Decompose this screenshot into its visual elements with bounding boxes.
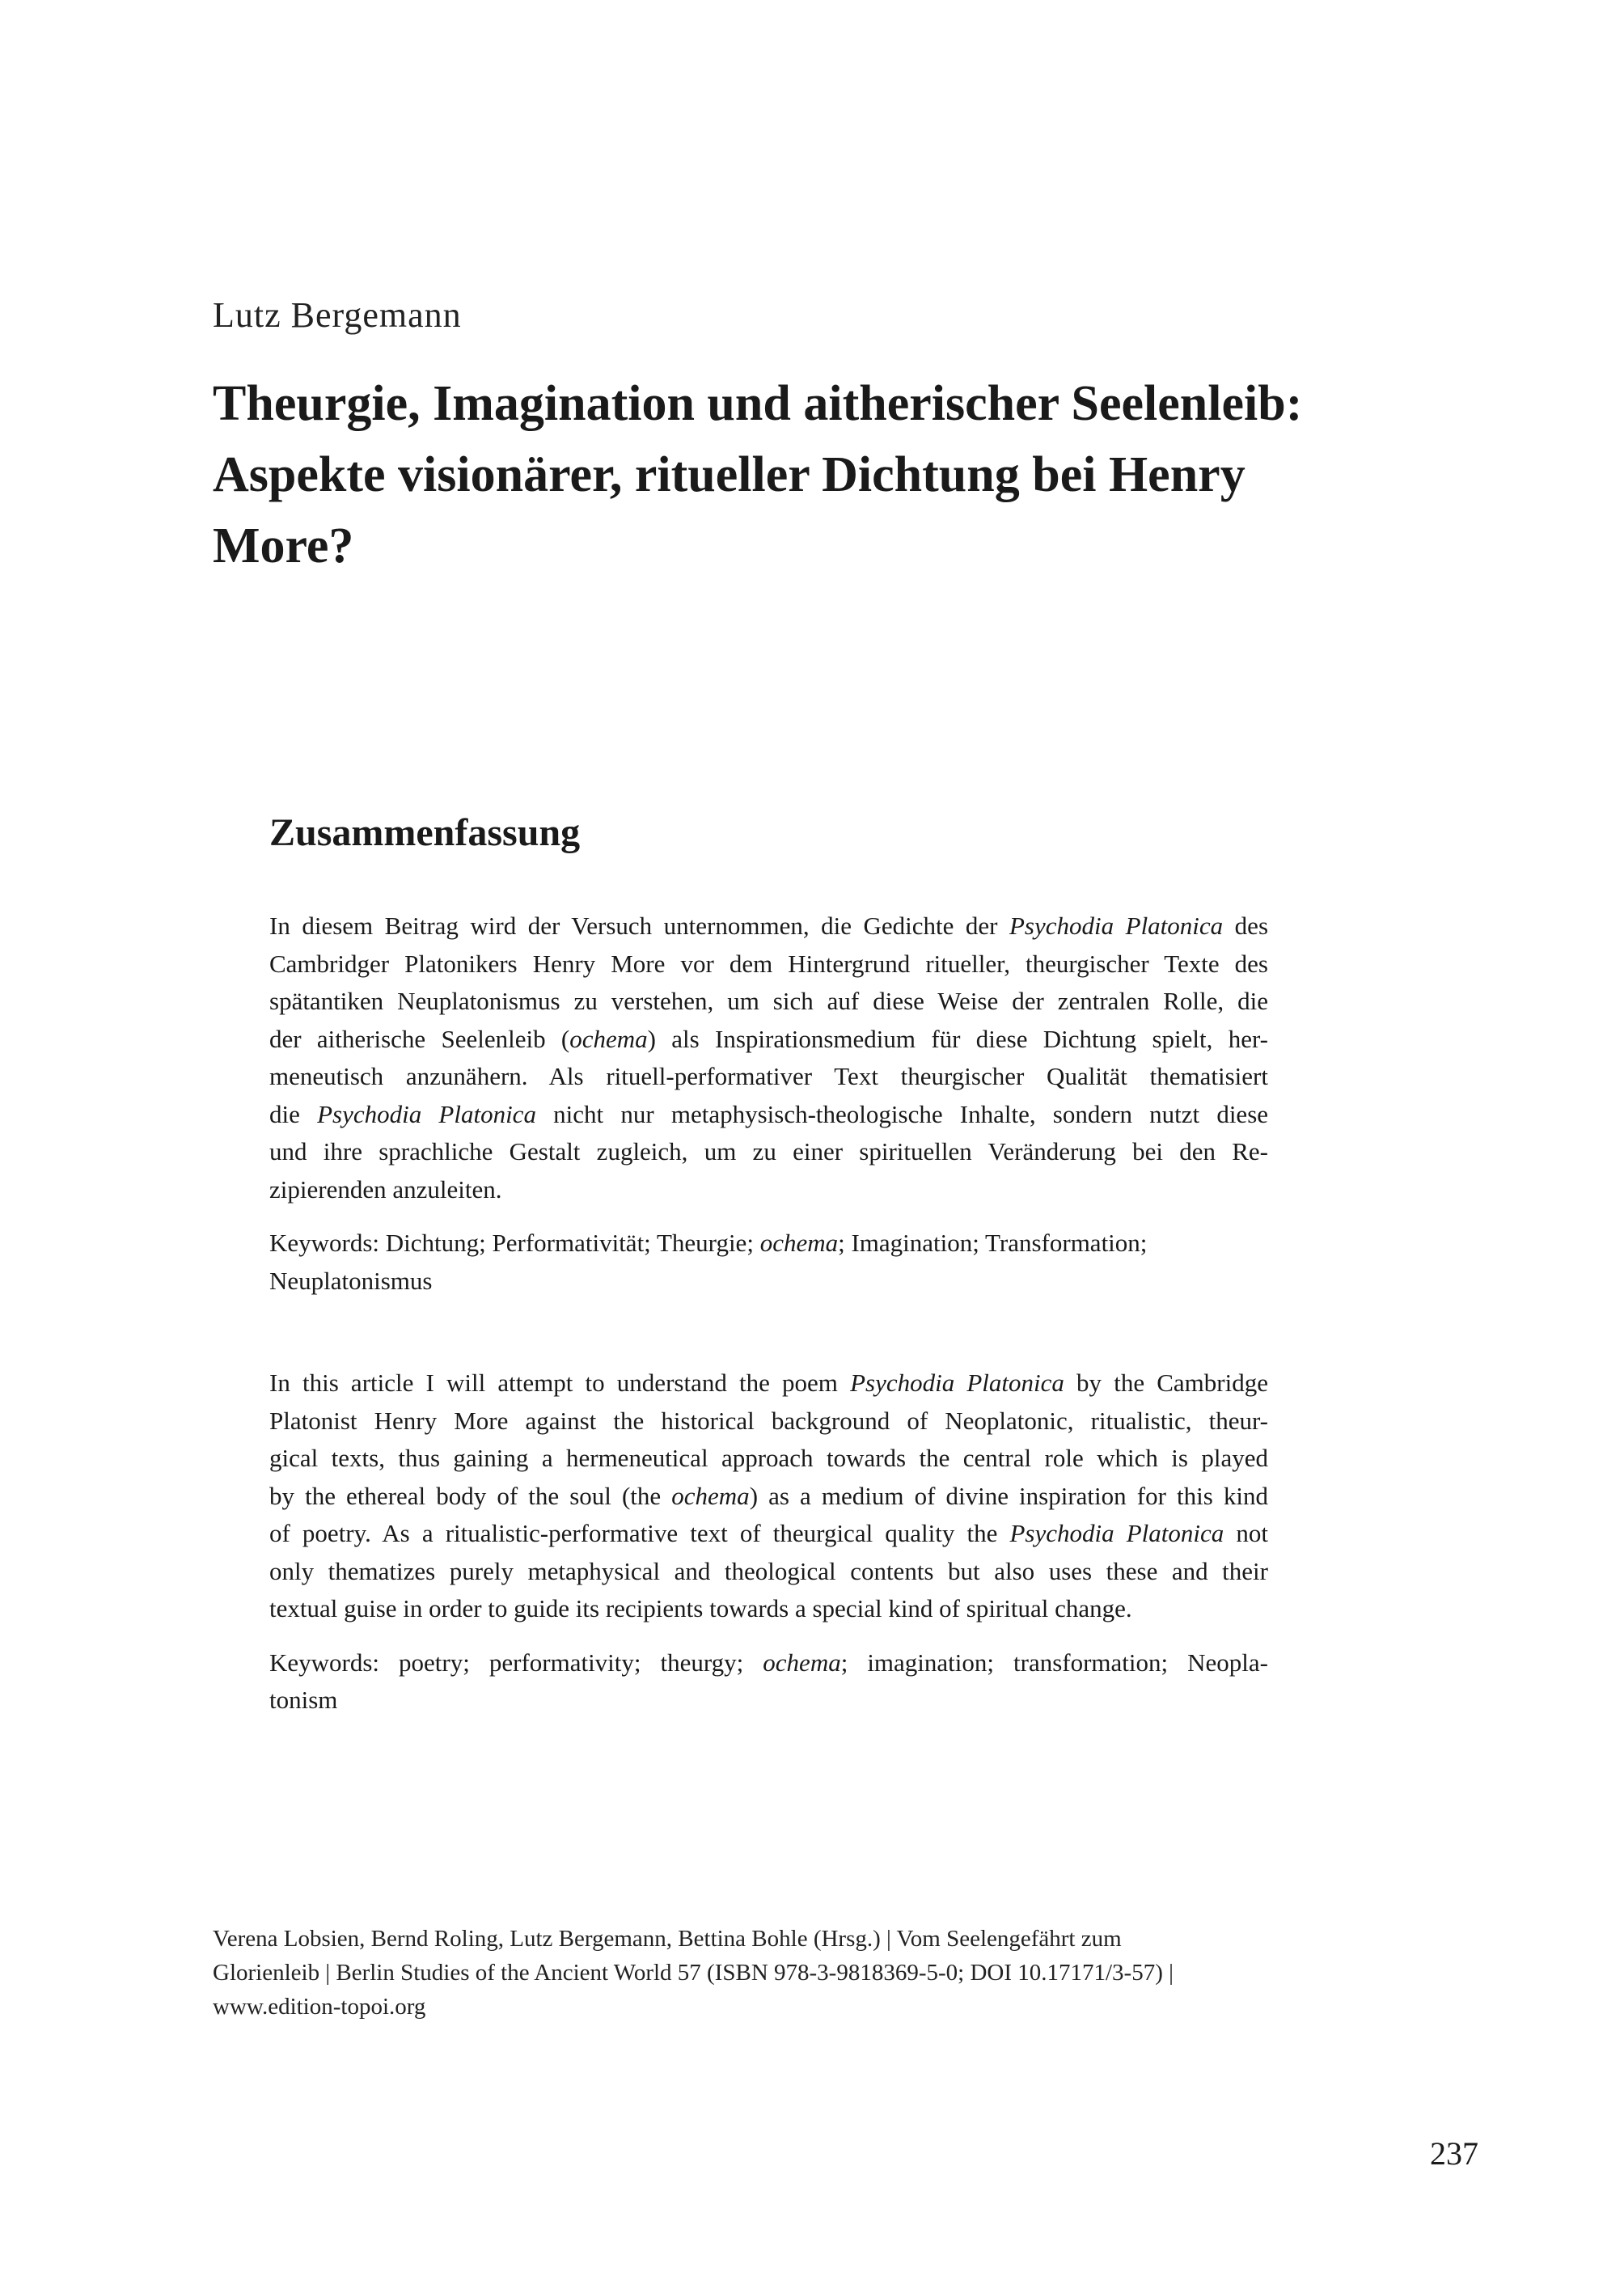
keywords-line: Keywords: Dichtung; Performativität; Theurgie; ochema; Imagination; Transformation; — [269, 1229, 1148, 1257]
section-spacer — [269, 1300, 1268, 1364]
author-name: Lutz Bergemann — [213, 295, 462, 335]
abstract-line: Platonist Henry More against the historical background of Neoplatonic, ritualistic, theur- — [269, 1406, 1268, 1435]
keywords-line: tonism — [269, 1686, 338, 1714]
italic-term: Psychodia Platonica — [850, 1369, 1064, 1397]
citation-line: Verena Lobsien, Bernd Roling, Lutz Bergemann, Bettina Bohle (Hrsg.) | Vom Seelengefährt zum — [213, 1926, 1122, 1952]
german-abstract — [269, 907, 1268, 1208]
abstract-heading: Zusammenfassung — [269, 811, 581, 854]
abstract-line: In this article I will attempt to understand the poem Psychodia Platonica by the Cambridge — [269, 1369, 1268, 1397]
abstract-line: In diesem Beitrag wird der Versuch unternommen, die Gedichte der Psychodia Platonica des — [269, 912, 1269, 940]
title-line: Theurgie, Imagination und aitherischer Seelenleib: — [213, 376, 1303, 431]
abstract-line: und ihre sprachliche Gestalt zugleich, um zu einer spirituellen Veränderung bei den Re- — [269, 1137, 1268, 1166]
keywords-line: Neuplatonismus — [269, 1266, 433, 1295]
title-line: Aspekte visionärer, ritueller Dichtung bei Henry — [213, 447, 1245, 502]
abstract-line: der aitherische Seelenleib (ochema) als Inspirationsmedium für diese Dichtung spielt, her- — [269, 1024, 1268, 1053]
italic-term: ochema — [763, 1648, 841, 1677]
abstract-line: gical texts, thus gaining a hermeneutical approach towards the central role which is played — [269, 1444, 1268, 1472]
title-line: More? — [213, 518, 354, 573]
abstract-line: meneutisch anzunähern. Als rituell-performativer Text theurgischer Qualität thematisiert — [269, 1062, 1268, 1090]
abstract-line: zipierenden anzuleiten. — [269, 1174, 502, 1204]
page-number: 237 — [1430, 2135, 1478, 2172]
italic-term: ochema — [569, 1024, 648, 1053]
german-keywords — [269, 1225, 1268, 1300]
abstract-line: of poetry. As a ritualistic-performative text of theurgical quality the Psychodia Platonica not — [269, 1519, 1269, 1547]
italic-term: Psychodia Platonica — [1009, 912, 1224, 940]
abstract-line: by the ethereal body of the soul (the ochema) as a medium of divine inspiration for this kind — [269, 1481, 1268, 1510]
abstract-line: only thematizes purely metaphysical and theological contents but also uses these and their — [269, 1556, 1268, 1585]
english-abstract — [269, 1364, 1268, 1628]
abstract-line: die Psychodia Platonica nicht nur metaphysisch-theologische Inhalte, sondern nutzt diese — [269, 1099, 1269, 1128]
citation-footer — [213, 1922, 1264, 2024]
abstract-section — [269, 809, 1268, 1720]
abstract-line: spätantiken Neuplatonismus zu verstehen, um sich auf diese Weise der zentralen Rolle, die — [269, 987, 1268, 1015]
abstract-line: Cambridger Platonikers Henry More vor dem Hintergrund ritueller, theurgischer Texte des — [269, 949, 1268, 978]
italic-term: ochema — [759, 1229, 839, 1257]
abstract-line: textual guise in order to guide its recipients towards a special kind of spiritual change. — [269, 1594, 1132, 1622]
citation-line: Glorienleib | Berlin Studies of the Ancient World 57 (ISBN 978-3-9818369-5-0; DOI 10.17171/3-57) | — [213, 1960, 1174, 1986]
citation-url[interactable]: www.edition-topoi.org — [213, 1994, 426, 2020]
italic-term: Psychodia Platonica — [1009, 1519, 1224, 1547]
italic-term: ochema — [671, 1481, 750, 1510]
keywords-line: Keywords: poetry; performativity; theurgy; ochema; imagination; transformation; Neopla- — [269, 1648, 1268, 1677]
english-keywords — [269, 1644, 1268, 1720]
italic-term: Psychodia Platonica — [317, 1099, 536, 1128]
article-title — [213, 368, 1377, 582]
